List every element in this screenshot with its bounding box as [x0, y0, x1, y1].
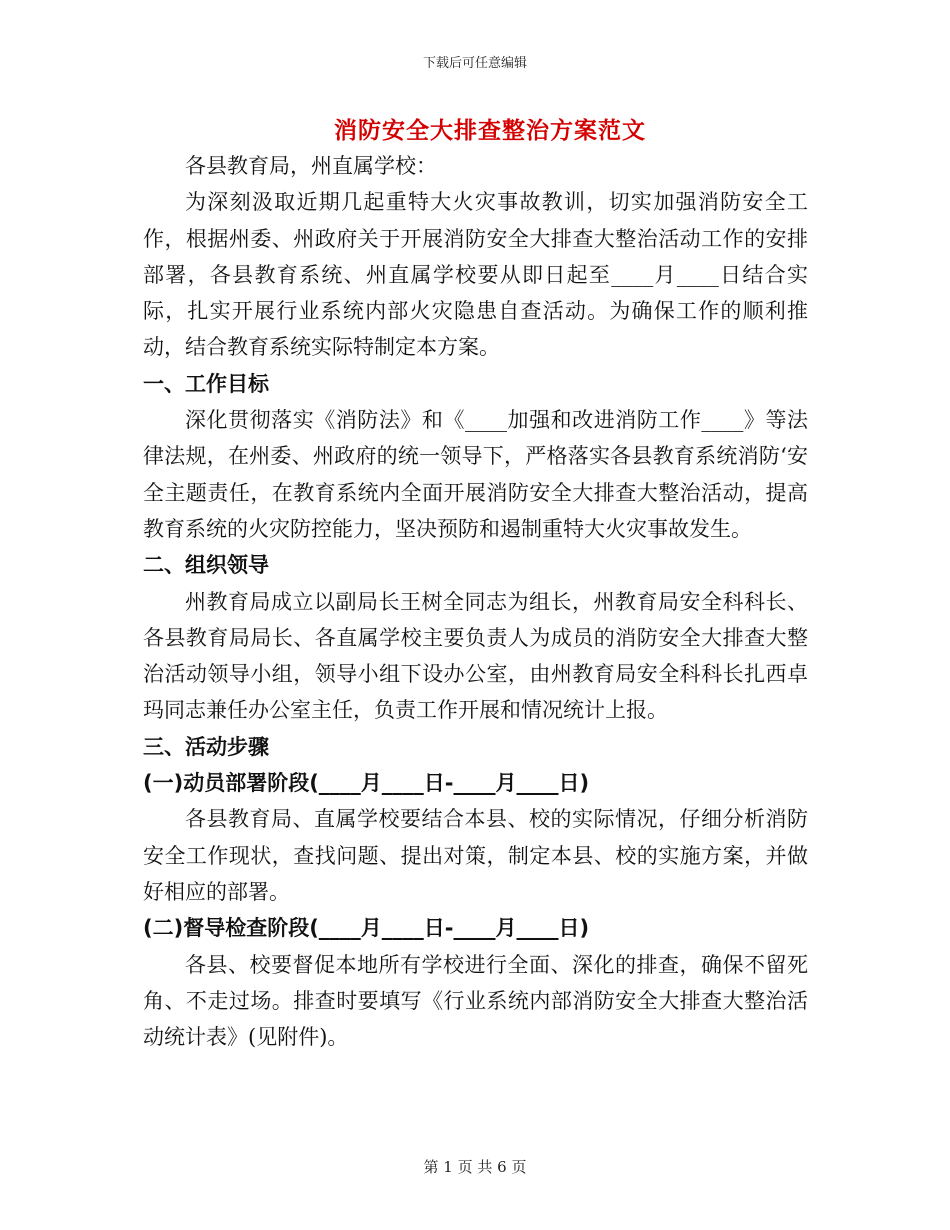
header-note: 下载后可任意编辑 — [422, 56, 527, 71]
section-heading-steps: 三、活动步骤 — [143, 734, 269, 759]
page-footer: 第 1 页 共 6 页 — [423, 1158, 527, 1176]
section-heading-goals: 一、工作目标 — [143, 371, 269, 396]
step-body-mobilization: 各县教育局、直属学校要结合本县、校的实际情况，仔细分析消防安全工作现状，查找问题、提出对策，制定本县、校的实施方案，并做好相应的部署。 — [143, 807, 808, 904]
step-body-inspection: 各县、校要督促本地所有学校进行全面、深化的排查，确保不留死角、不走过场。排查时要填写《行业系统内部消防安全大排查大整治活动统计表》(见附件)。 — [143, 952, 808, 1050]
document-body — [143, 148, 808, 1055]
section-body-organization: 州教育局成立以副局长王树全同志为组长，州教育局安全科科长、各县教育局局长、各直属学校主要负责人为成员的消防安全大排查大整治活动领导小组，领导小组下设办公室，由州教育局安全科科长扎西卓玛同志兼任办公室主任，负责工作开展和情况统计上报。 — [143, 589, 808, 723]
step-heading-inspection: (二)督导检查阶段(____月____日-____月____日) — [143, 916, 590, 941]
section-heading-organization: 二、组织领导 — [143, 553, 269, 578]
section-body-goals: 深化贯彻落实《消防法》和《____加强和改进消防工作____》等法律法规，在州委、州政府的统一领导下，严格落实各县教育系统消防‘安全主题责任，在教育系统内全面开展消防安全大排查大整治活动，提高教育系统的火灾防控能力，坚决预防和遏制重特大火灾事故发生。 — [143, 408, 808, 541]
step-heading-mobilization: (一)动员部署阶段(____月____日-____月____日) — [143, 771, 590, 796]
document-title: 消防安全大排查整治方案范文 — [334, 117, 646, 144]
intro-paragraph: 为深刻汲取近期几起重特大火灾事故教训，切实加强消防安全工作，根据州委、州政府关于开展消防安全大排查大整治活动工作的安排部署，各县教育系统、州直属学校要从即日起至____月____日结合实际，扎实开展行业系统内部火灾隐患自查活动。为确保工作的顺利推动，结合教育系统实际特制定本方案。 — [143, 190, 808, 360]
salutation: 各县教育局，州直属学校： — [185, 154, 437, 178]
